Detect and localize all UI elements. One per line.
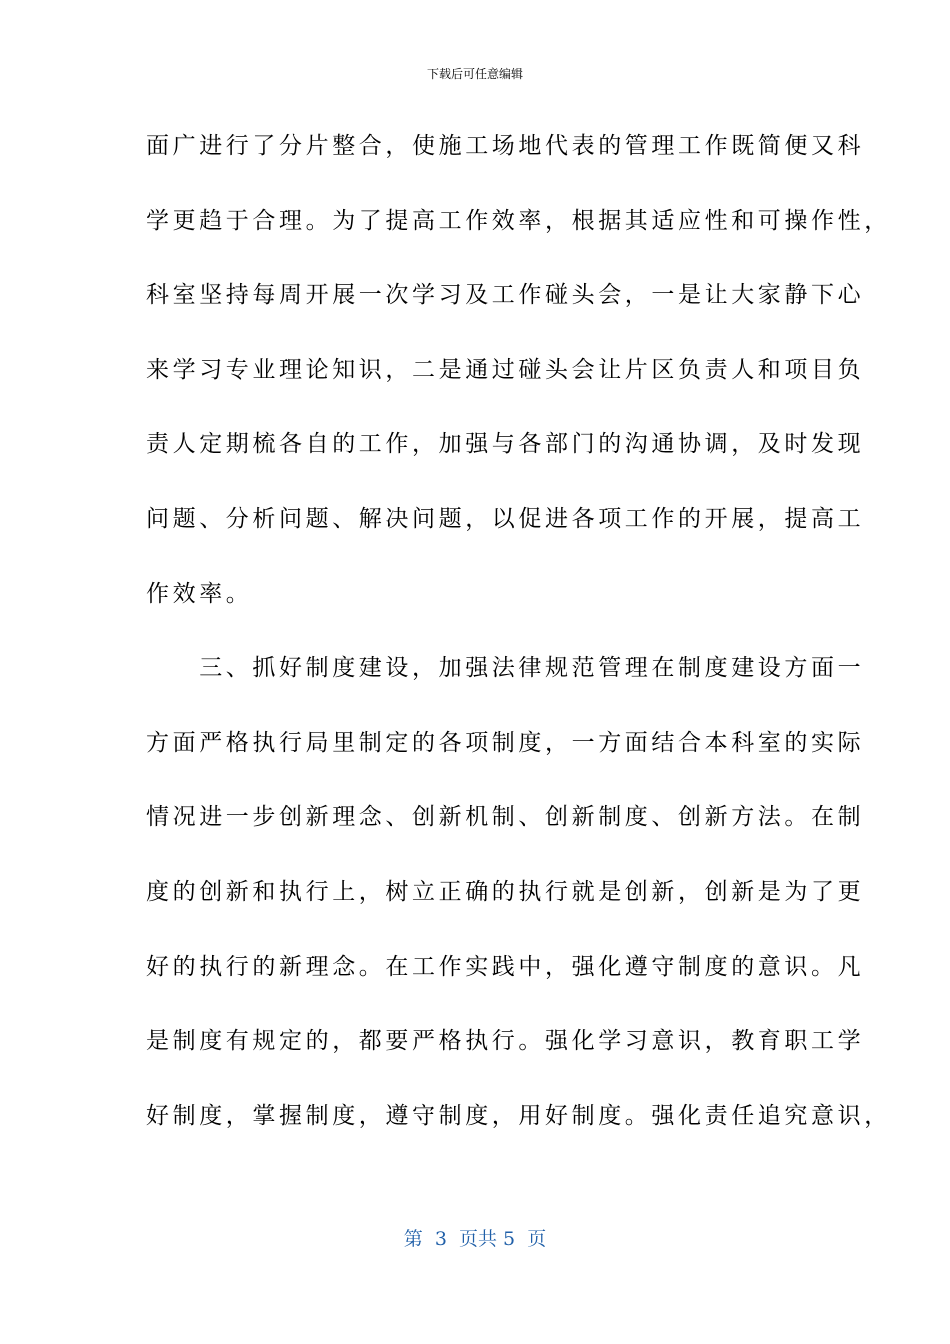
text-line: 方面严格执行局里制定的各项制度，一方面结合本科室的实际 bbox=[146, 729, 865, 756]
text-line: 是制度有规定的，都要严格执行。强化学习意识，教育职工学 bbox=[146, 1028, 865, 1055]
text-line: 科室坚持每周开展一次学习及工作碰头会，一是让大家静下心 bbox=[146, 282, 865, 309]
text-line: 情况进一步创新理念、创新机制、创新制度、创新方法。在制 bbox=[146, 804, 865, 831]
text-line: 好制度，掌握制度，遵守制度，用好制度。强化责任追究意识， bbox=[146, 1102, 891, 1129]
text-line: 责人定期梳各自的工作，加强与各部门的沟通协调，及时发现 bbox=[146, 431, 865, 458]
page-number-footer: 第 3 页共 5 页 bbox=[403, 1228, 547, 1250]
text-line: 来学习专业理论知识，二是通过碰头会让片区负责人和项目负 bbox=[146, 356, 865, 383]
page-header: 下载后可任意编辑 bbox=[426, 67, 523, 81]
text-line: 作效率。 bbox=[146, 580, 253, 607]
text-line: 学更趋于合理。为了提高工作效率，根据其适应性和可操作性， bbox=[146, 207, 891, 234]
text-line: 好的执行的新理念。在工作实践中，强化遵守制度的意识。凡 bbox=[146, 953, 865, 980]
text-line: 面广进行了分片整合，使施工场地代表的管理工作既简便又科 bbox=[146, 133, 865, 159]
document-body bbox=[146, 124, 891, 1168]
text-line: 问题、分析问题、解决问题，以促进各项工作的开展，提高工 bbox=[146, 505, 865, 532]
text-line: 三、抓好制度建设，加强法律规范管理在制度建设方面一 bbox=[146, 655, 865, 682]
text-line: 度的创新和执行上，树立正确的执行就是创新，创新是为了更 bbox=[146, 878, 865, 905]
